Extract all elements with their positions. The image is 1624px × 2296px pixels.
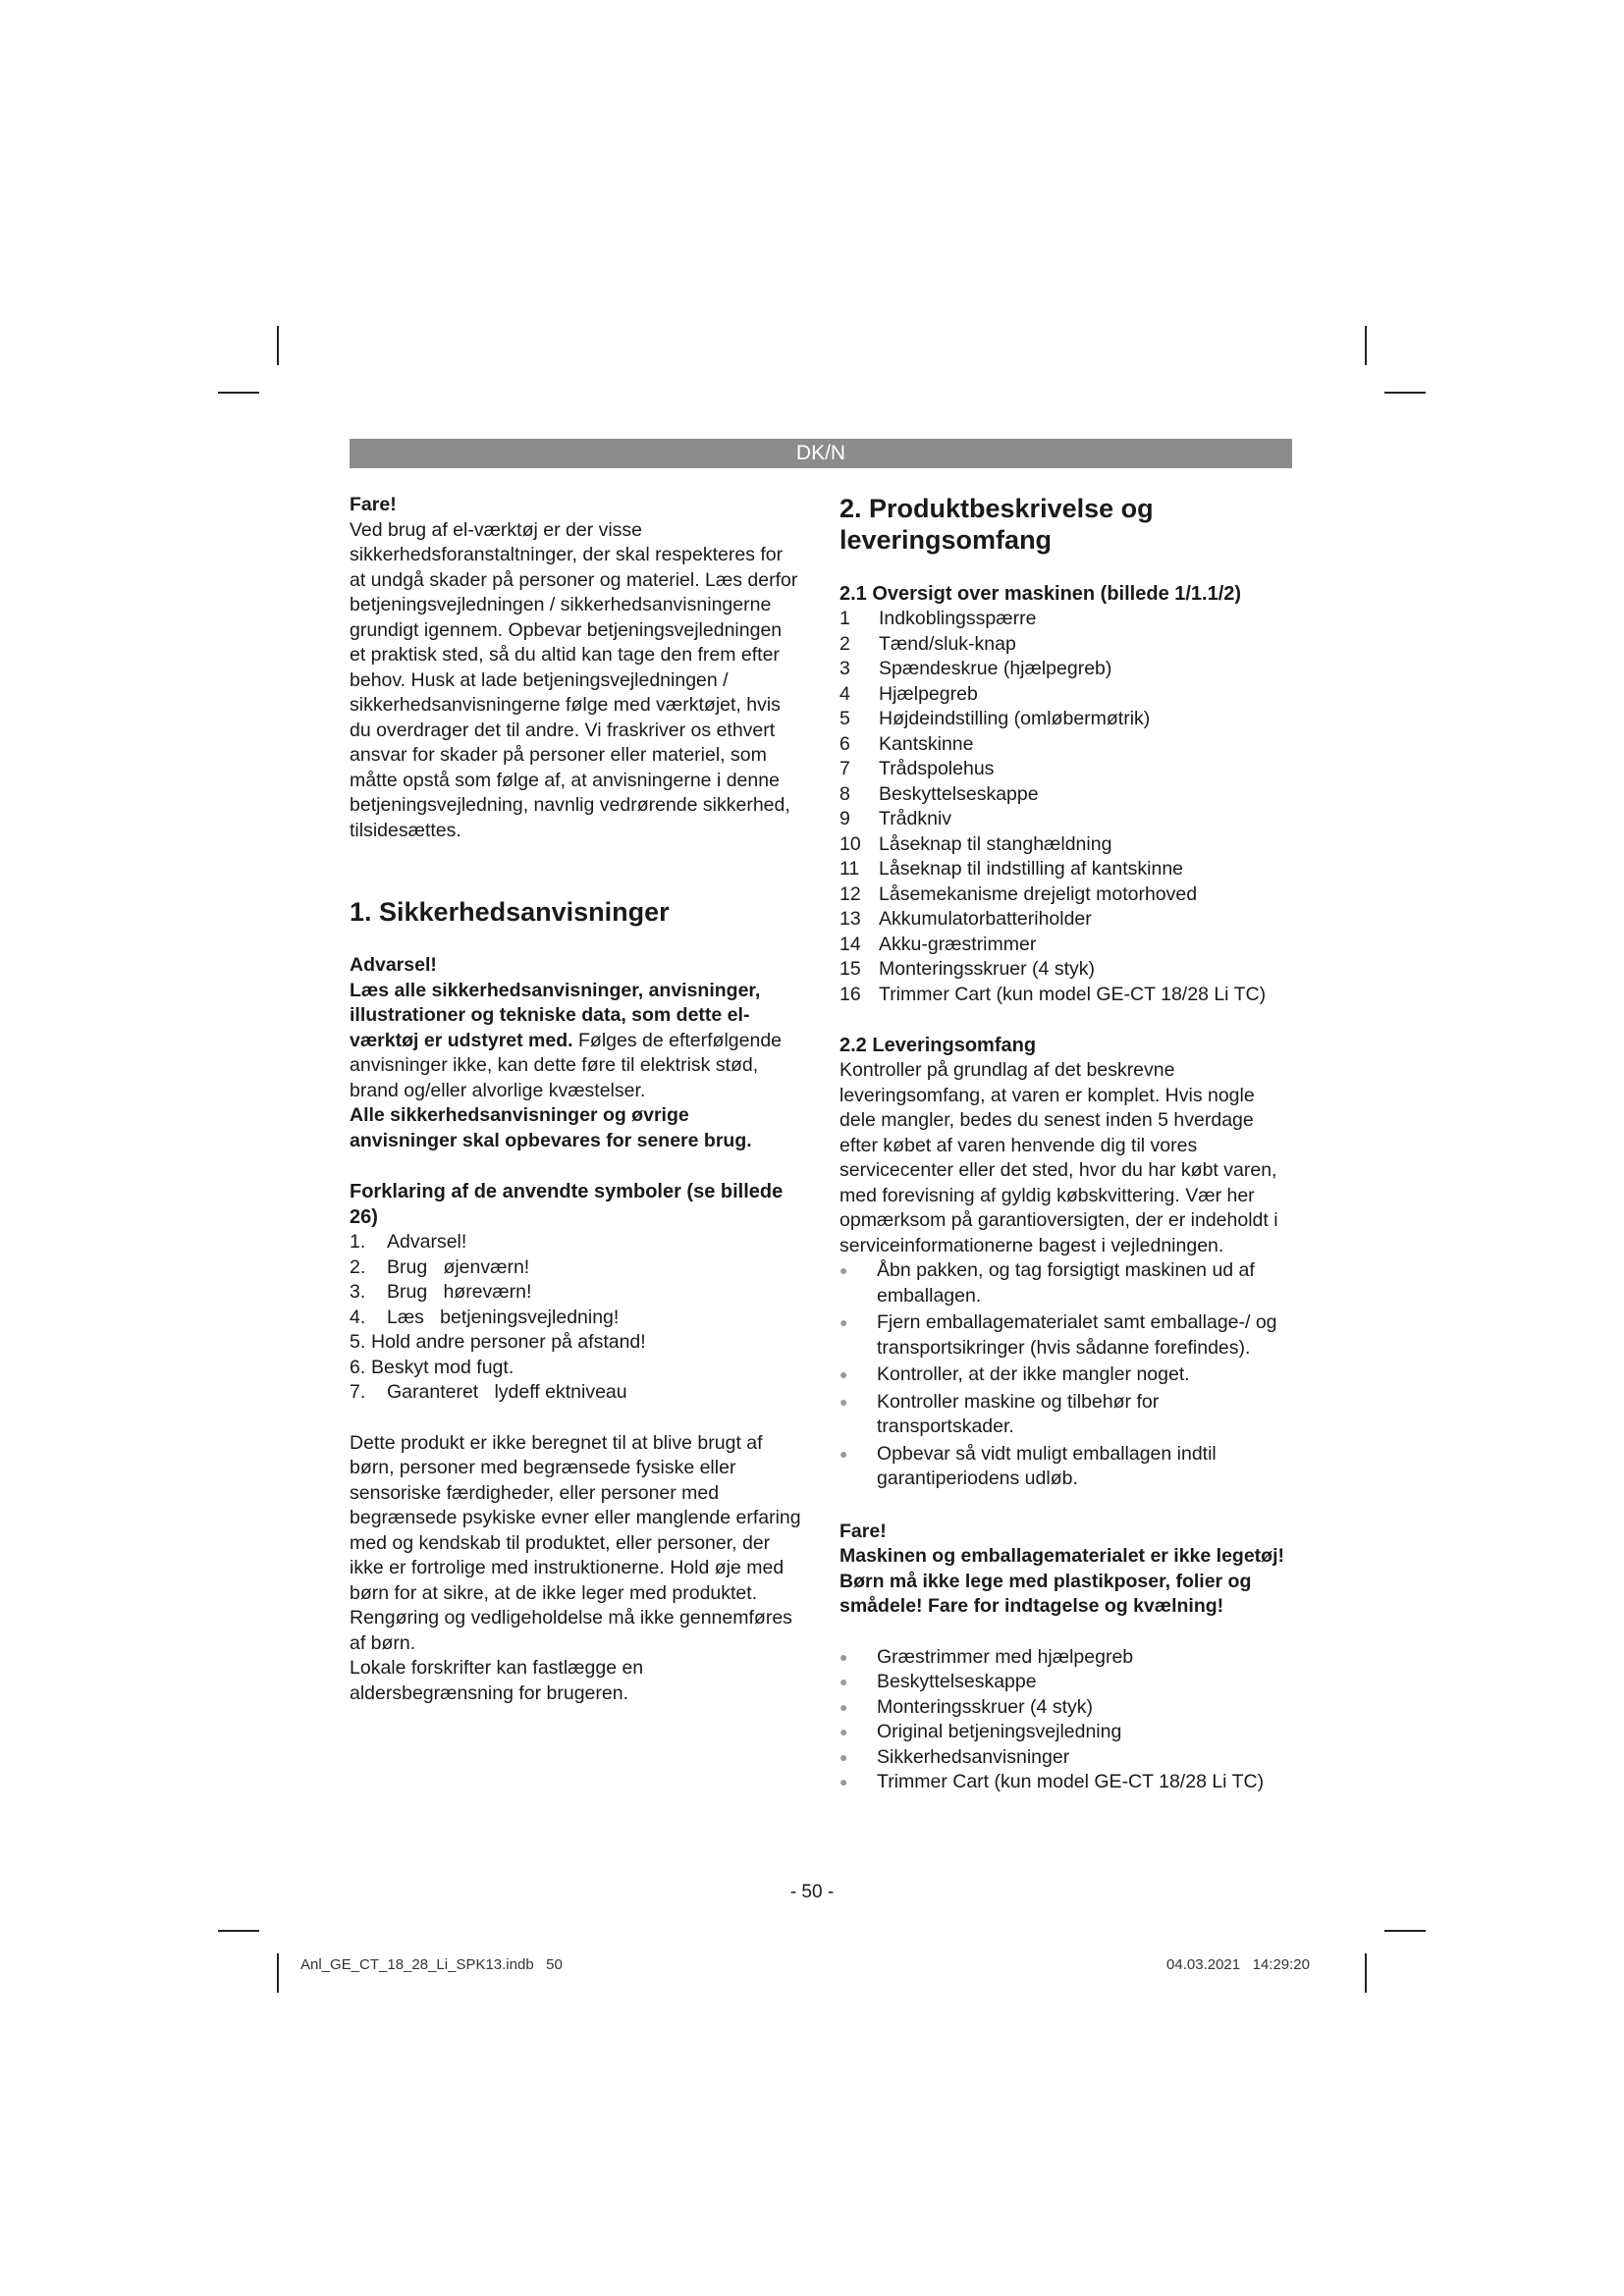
crop-mark — [277, 326, 279, 365]
list-item: 1. Advarsel! — [350, 1231, 467, 1253]
children-notice: Dette produkt er ikke beregnet til at blive brugt af børn, personer med begrænsede fysiske eller sensoriske færdigheder, eller personer med begrænsede psykiske evner eller manglende erfaring med og kendskab til produktet, eller personer, der ikke er fortrolige med instruktionerne. Hold øje med børn for at sikre, at de ikke leger med produktet. Rengøring og vedligeholdelse må ikke gennemføres af børn. — [350, 1431, 801, 1654]
list-item: ● Opbevar så vidt muligt emballagen indtil garantiperiodens udløb. — [839, 1442, 1293, 1492]
danger-text-2: Maskinen og emballagematerialet er ikke legetøj! Børn må ikke lege med plastikposer, folier og smådele! Fare for indtagelse og kvælning! — [839, 1545, 1285, 1617]
crop-mark — [1384, 1930, 1426, 1932]
bullet-icon: ● — [839, 1366, 848, 1382]
crop-mark — [1365, 1953, 1367, 1993]
bullet-icon: ● — [839, 1698, 848, 1715]
delivery-contents — [839, 1645, 1293, 1795]
list-item: 7. Garanteret lydeff ektniveau — [350, 1381, 627, 1403]
list-item: 9 Trådkniv — [839, 808, 952, 829]
warning-bold: Læs alle sikkerhedsanvisninger, anvisninger, illustrationer og tekniske data, som dette el-værktøj er udstyret med. — [350, 979, 761, 1051]
bullet-icon: ● — [839, 1774, 848, 1789]
list-item: ● Fjern emballagematerialet samt emballage-/ og transportsikringer (hvis sådanne forefindes). — [839, 1310, 1293, 1361]
crop-mark — [218, 1930, 259, 1932]
list-item: 4. Læs betjeningsvejledning! — [350, 1306, 620, 1328]
list-item: ● Trimmer Cart (kun model GE-CT 18/28 Li TC) — [839, 1770, 1293, 1795]
list-item: 13 Akkumulatorbatteriholder — [839, 908, 1092, 930]
list-item: 10 Låseknap til stanghældning — [839, 832, 1112, 855]
list-item: ● Sikkerhedsanvisninger — [839, 1745, 1293, 1771]
bullet-icon: ● — [839, 1674, 848, 1689]
crop-mark — [277, 1953, 279, 1993]
symbols-list — [350, 1230, 801, 1406]
footer-filename: Anl_GE_CT_18_28_Li_SPK13.indb 50 — [300, 1956, 563, 1973]
list-item: ● Åbn pakken, og tag forsigtigt maskinen ud af emballagen. — [839, 1258, 1293, 1308]
list-item: ● Original betjeningsvejledning — [839, 1720, 1293, 1745]
danger-text: Ved brug af el-værktøj er der visse sikkerhedsforanstaltninger, der skal respekteres for at undgå skader på personer og materiel. Læs derfor betjeningsvejledningen / sikkerhedsanvisningerne grundigt igennem. Opbevar betjeningsvejledningen et praktisk sted, så du altid kan tage den frem efter behov. Husk at lade betjeningsvejledningen / sikkerhedsanvisningerne følge med værktøjet, hvis du overdrager det til andre. Vi fraskriver os ethvert ansvar for skader på personer eller materiel, som måtte opstå som følge af, at anvisningerne i denne betjeningsvejledning, navnlig vedrørende sikkerhed, tilsidesættes. — [350, 518, 798, 841]
bullet-icon: ● — [839, 1314, 848, 1330]
list-item: ● Kontroller maskine og tilbehør for transportskader. — [839, 1390, 1293, 1440]
list-item: 2 Tænd/sluk-knap — [839, 632, 1016, 655]
bullet-icon: ● — [839, 1724, 848, 1739]
crop-mark — [218, 392, 259, 394]
list-item: 16 Trimmer Cart (kun model GE-CT 18/28 Li TC) — [839, 983, 1267, 1005]
list-item: ● Monteringsskruer (4 styk) — [839, 1695, 1293, 1721]
symbols-title: Forklaring af de anvendte symboler (se billede 26) — [350, 1181, 784, 1228]
unpack-steps — [839, 1258, 1293, 1492]
crop-mark — [1384, 392, 1426, 394]
section-2-title: 2. Produktbeskrivelse og leveringsomfang — [839, 494, 1154, 555]
list-item: 6. Beskyt mod fugt. — [350, 1356, 514, 1378]
local-regulations: Lokale forskrifter kan fastlægge en aldersbegrænsning for brugeren. — [350, 1657, 644, 1704]
bullet-icon: ● — [839, 1748, 848, 1765]
list-item: 2. Brug øjenværn! — [350, 1255, 530, 1278]
list-item: 12 Låsemekanisme drejeligt motorhoved — [839, 882, 1198, 905]
list-item: 3. Brug høreværn! — [350, 1281, 532, 1303]
warning-text: Følges de efterfølgende anvisninger ikke, kan dette føre til elektrisk stød, brand og/eller alvorlige kvæstelser. — [350, 1029, 783, 1101]
list-item: 5 Højdeindstilling (omløbermøtrik) — [839, 708, 1151, 729]
delivery-text: Kontroller på grundlag af det beskrevne leveringsomfang, at varen er komplet. Hvis nogle dele mangler, bedes du senest inden 5 hverdage efter købet af varen henvende dig til vores servicecenter eller det sted, hvor du har købt varen, med forevisning af gyldig købskvittering. Vær her opmærksom på garantioversigten, der er indeholdt i serviceinformationerne bagest i vejledningen. — [839, 1059, 1278, 1256]
list-item: 1 Indkoblingsspærre — [839, 608, 1037, 629]
list-item: 15 Monteringsskruer (4 styk) — [839, 958, 1095, 980]
list-item: 6 Kantskinne — [839, 732, 974, 755]
subsection-2-1-title: 2.1 Oversigt over maskinen (billede 1/1.1/2) — [839, 583, 1242, 605]
subsection-2-2-title: 2.2 Leveringsomfang — [839, 1035, 1037, 1056]
bullet-icon: ● — [839, 1445, 848, 1462]
section-1-title: 1. Sikkerhedsanvisninger — [350, 897, 670, 927]
bullet-icon: ● — [839, 1648, 848, 1665]
right-column — [839, 493, 1293, 1795]
language-header: DK/N — [350, 439, 1292, 468]
danger-title-2: Fare! — [839, 1520, 887, 1542]
list-item: ● Kontroller, at der ikke mangler noget. — [839, 1362, 1293, 1388]
list-item: 7 Trådspolehus — [839, 758, 995, 779]
list-item: 8 Beskyttelseskappe — [839, 782, 1039, 805]
warning-bold-2: Alle sikkerhedsanvisninger og øvrige anvisninger skal opbevares for senere brug. — [350, 1104, 752, 1151]
list-item: 3 Spændeskrue (hjælpegreb) — [839, 658, 1112, 679]
list-item: 11 Låseknap til indstilling af kantskinne — [839, 858, 1184, 880]
list-item: ● Græstrimmer med hjælpegreb — [839, 1645, 1293, 1671]
warning-paragraph — [350, 979, 801, 1104]
crop-mark — [1365, 326, 1367, 365]
page-number: - 50 - — [789, 1882, 835, 1902]
bullet-icon: ● — [839, 1262, 848, 1278]
list-item: 5. Hold andre personer på afstand! — [350, 1331, 646, 1353]
footer-timestamp: 04.03.2021 14:29:20 — [1166, 1956, 1310, 1973]
left-column — [350, 493, 801, 1706]
list-item: ● Beskyttelseskappe — [839, 1670, 1293, 1695]
parts-list — [839, 607, 1293, 1007]
list-item: 14 Akku-græstrimmer — [839, 933, 1037, 955]
danger-title: Fare! — [350, 494, 397, 515]
warning-title: Advarsel! — [350, 954, 437, 976]
bullet-icon: ● — [839, 1393, 848, 1410]
list-item: 4 Hjælpegreb — [839, 682, 978, 705]
